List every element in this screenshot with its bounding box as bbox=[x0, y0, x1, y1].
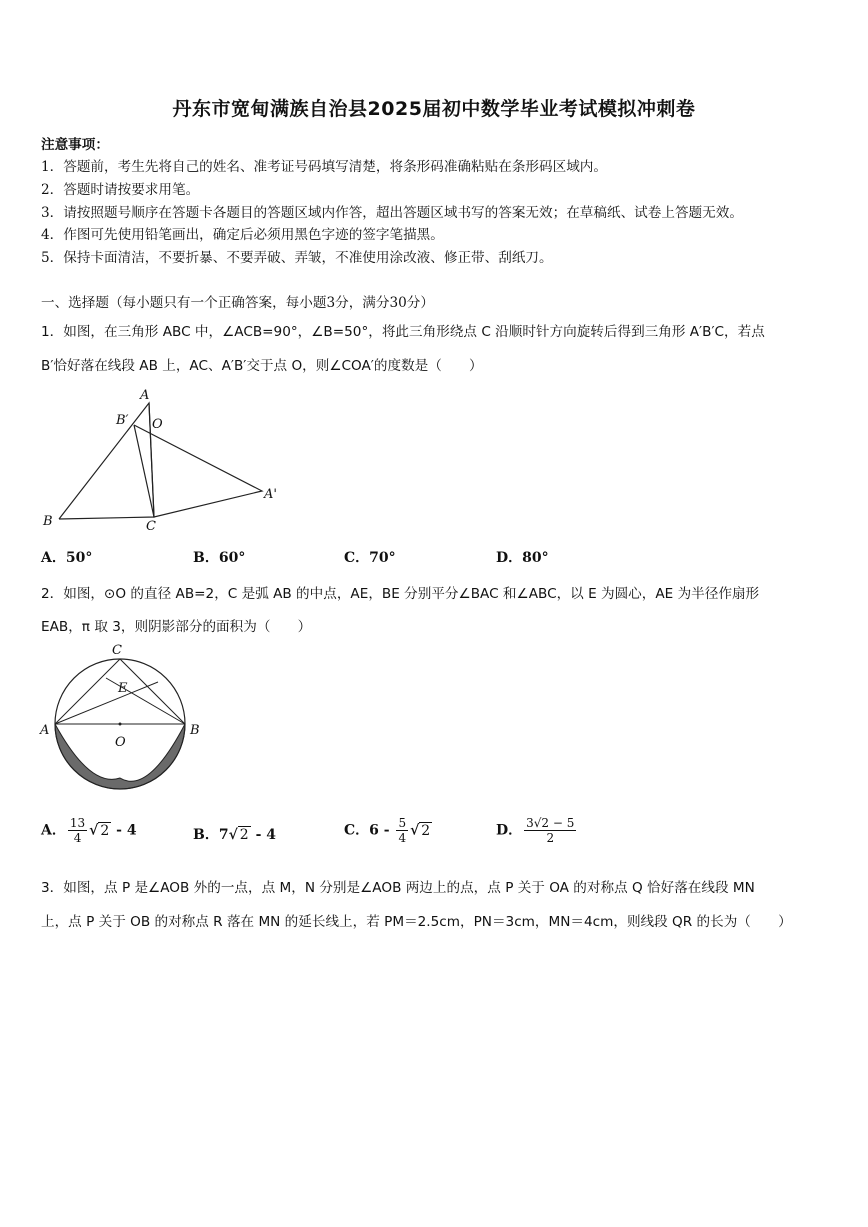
label-E: E bbox=[118, 681, 128, 696]
q1-option-a: A．50° bbox=[41, 550, 93, 566]
q1-option-c: C．70° bbox=[344, 550, 396, 566]
fraction bbox=[396, 816, 408, 845]
question-3-line-1: 3．如图，点 P 是∠AOB 外的一点，点 M，N 分别是∠AOB 两边上的点，点 P 关于 OA 的对称点 Q 恰好落在线段 MN bbox=[41, 880, 755, 896]
q2-option-d-prefix: D． bbox=[496, 822, 523, 839]
label-C: C bbox=[112, 643, 122, 658]
label-O: O bbox=[152, 417, 163, 432]
exam-title: 丹东市宽甸满族自治县2025届初中数学毕业考试模拟冲刺卷 bbox=[172, 98, 696, 120]
label-O: O bbox=[115, 735, 126, 750]
notice-heading: 注意事项： bbox=[41, 137, 109, 153]
label-A-prime: A' bbox=[264, 487, 277, 502]
q1-option-d: D．80° bbox=[496, 550, 549, 566]
label-A: A bbox=[140, 388, 150, 403]
radicand: 2 bbox=[100, 822, 110, 839]
notice-item: 1．答题前，考生先将自己的姓名、准考证号码填写清楚，将条形码准确粘贴在条形码区域内。 bbox=[41, 159, 607, 175]
q2-option-d bbox=[496, 816, 578, 845]
question-1-line-1: 1．如图，在三角形 ABC 中，∠ACB=90°，∠B=50°，将此三角形绕点 C 沿顺时针方向旋转后得到三角形 A′B′C，若点 bbox=[41, 324, 765, 340]
radicand: 2 bbox=[239, 827, 249, 843]
notice-item: 2．答题时请按要求用笔。 bbox=[41, 182, 200, 198]
q2-option-b-tail: - 4 bbox=[250, 827, 277, 843]
q2-option-a: A． $\frac{13}{4}$ √ 2 - 4 bbox=[41, 816, 137, 845]
q2-option-c-prefix: C．6 - bbox=[344, 822, 395, 839]
denominator: 4 bbox=[398, 831, 407, 845]
label-A: A bbox=[40, 723, 50, 738]
numerator: 3√2 − 5 bbox=[526, 816, 575, 830]
notice-item: 5．保持卡面清洁，不要折暴、不要弄破、弄皱，不准使用涂改液、修正带、刮纸刀。 bbox=[41, 250, 553, 266]
question-2-line-2: EAB，π 取 3，则阴影部分的面积为（ ） bbox=[41, 619, 312, 635]
label-C: C bbox=[146, 519, 156, 534]
denominator: 4 bbox=[73, 831, 82, 845]
q2-option-b-prefix: B．7 bbox=[193, 827, 229, 843]
radicand: 2 bbox=[421, 822, 431, 839]
label-B: B bbox=[43, 514, 53, 529]
label-B: B bbox=[190, 723, 200, 738]
q2-option-b: B．7√ 2 - 4 bbox=[193, 827, 277, 843]
fraction bbox=[524, 816, 576, 845]
q2-option-a-tail: - 4 bbox=[111, 822, 137, 839]
figure-circle-sector bbox=[38, 640, 213, 800]
label-B-prime: B′ bbox=[116, 413, 129, 428]
question-1-line-2: B′恰好落在线段 AB 上，AC、A′B′交于点 O，则∠COA′的度数是（ ） bbox=[41, 358, 483, 374]
q2-option-c: C．6 - $\frac{5}{4}$ √ 2 bbox=[344, 816, 431, 845]
numerator: 13 bbox=[69, 816, 86, 830]
notice-item: 3．请按照题号顺序在答题卡各题目的答题区域内作答，超出答题区域书写的答案无效；在草稿纸、试卷上答题无效。 bbox=[41, 205, 743, 221]
denominator: 2 bbox=[546, 831, 555, 845]
question-2-line-1: 2．如图，⊙O 的直径 AB=2，C 是弧 AB 的中点，AE，BE 分别平分∠BAC 和∠ABC，以 E 为圆心，AE 为半径作扇形 bbox=[41, 586, 760, 602]
figure-triangle-rotation bbox=[38, 385, 288, 535]
notice-item: 4．作图可先使用铅笔画出，确定后必须用黑色字迹的签字笔描黑。 bbox=[41, 227, 444, 243]
q2-option-a-prefix: A． bbox=[41, 822, 66, 839]
section-heading: 一、选择题（每小题只有一个正确答案，每小题3分，满分30分） bbox=[41, 295, 434, 311]
q1-option-b: B．60° bbox=[193, 550, 246, 566]
question-3-line-2: 上，点 P 关于 OB 的对称点 R 落在 MN 的延长线上，若 PM＝2.5cm，PN＝3cm，MN＝4cm，则线段 QR 的长为（ ） bbox=[41, 914, 792, 930]
numerator: 5 bbox=[398, 816, 407, 830]
fraction bbox=[68, 816, 87, 845]
